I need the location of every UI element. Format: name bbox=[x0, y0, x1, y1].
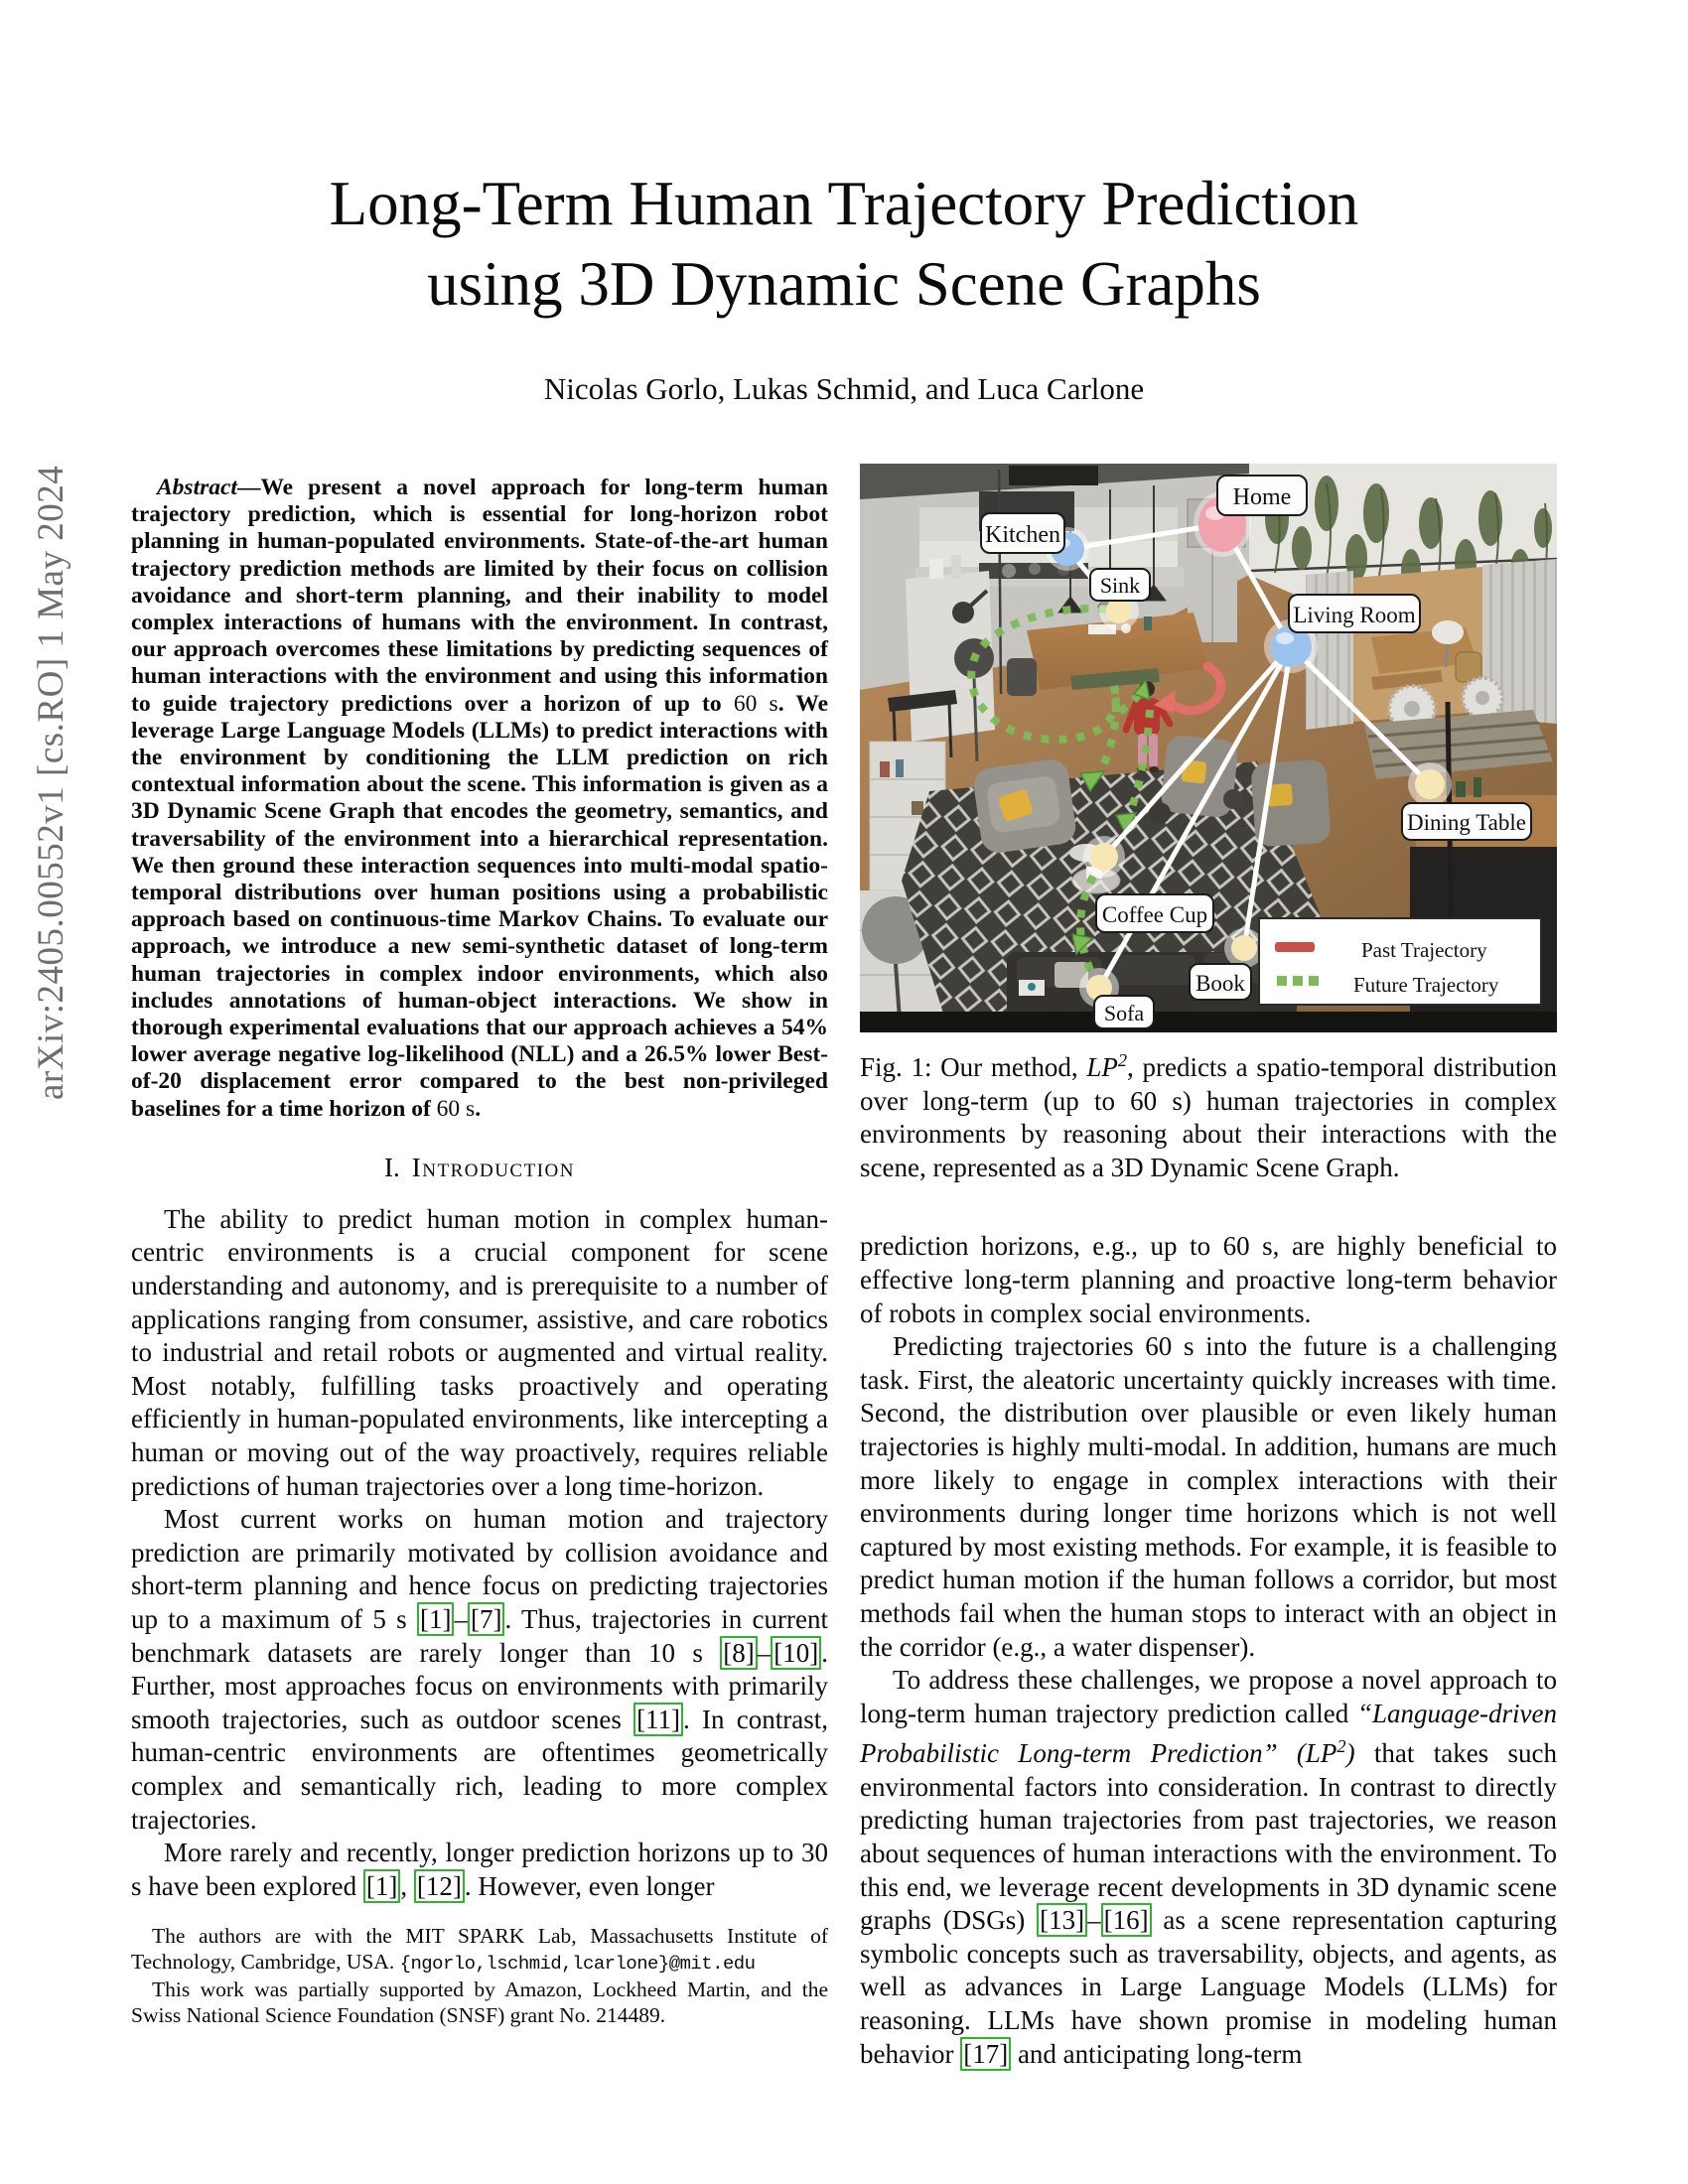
text-segment: as a scene representation capturing symbolic concepts such as traversability, objects, and agents, as well as advances in Large Language Models (LLMs) for reasoning. LLMs have shown promise in modeling human behavior bbox=[860, 1905, 1557, 2069]
text-segment: Fig. 1: Our method, bbox=[860, 1052, 1087, 1082]
text-segment bbox=[1278, 1738, 1297, 1768]
intro-paragraph-6 bbox=[860, 1664, 1557, 2071]
abstract-paragraph bbox=[131, 475, 828, 1123]
text-segment: – bbox=[1087, 1905, 1101, 1936]
svg-text:Living Room: Living Room bbox=[1293, 603, 1416, 627]
text-segment: The authors are with the MIT SPARK Lab, Massachusetts Institute of Technology, Cambridge, USA. bbox=[131, 1924, 828, 1975]
legend-future-swatch bbox=[1293, 976, 1303, 986]
text-segment: To address these challenges, we propose a novel approach to long-term human trajectory prediction called bbox=[860, 1665, 1557, 1728]
text-segment: Most current works on human motion and trajectory prediction are primarily motivated by collision avoidance and short-term planning and hence focus on predicting trajectories up to a maximum of 5 s bbox=[131, 1504, 828, 1634]
label-living-room bbox=[1289, 595, 1420, 632]
intro-paragraph-3 bbox=[131, 1837, 828, 1903]
paper-title-line1: Long-Term Human Trajectory Prediction bbox=[329, 169, 1359, 238]
text-segment: 60 s bbox=[733, 690, 778, 717]
text-segment: . bbox=[475, 1095, 482, 1122]
legend-future-swatch bbox=[1309, 976, 1319, 986]
author-footnote bbox=[131, 1923, 828, 2028]
text-segment: 2 bbox=[1117, 1050, 1128, 1070]
svg-text:Sink: Sink bbox=[1099, 573, 1141, 598]
citation-link[interactable]: [7] bbox=[468, 1602, 504, 1636]
svg-text:Dining Table: Dining Table bbox=[1407, 810, 1526, 835]
svg-text:Kitchen: Kitchen bbox=[985, 522, 1060, 548]
legend-future-swatch bbox=[1277, 976, 1287, 986]
figure-1-caption bbox=[860, 1044, 1557, 1184]
text-segment: and anticipating long-term bbox=[1011, 2038, 1303, 2069]
figure-1-image bbox=[860, 464, 1557, 1032]
left-column bbox=[131, 475, 828, 2028]
legend-past-label: Past Trajectory bbox=[1361, 938, 1487, 962]
authors-line: Nicolas Gorlo, Lukas Schmid, and Luca Carlone bbox=[543, 371, 1145, 406]
text-segment: – bbox=[454, 1604, 468, 1634]
text-segment: {ngorlo,lschmid,lcarlone}@mit.edu bbox=[399, 1953, 756, 1976]
intro-paragraph-2 bbox=[131, 1503, 828, 1837]
figure-bottom-bar bbox=[860, 1012, 1557, 1032]
text-segment: . Thus, trajectories in current benchmark datasets are rarely longer than 10 s bbox=[131, 1604, 828, 1668]
text-segment: More rarely and recently, longer prediction horizons up to 30 s have been explored bbox=[131, 1838, 828, 1901]
text-segment: , predicts a spatio-temporal distribution over long-term (up to 60 s) human trajectories in complex environments by reasoning about their interactions with the scene, represented as a 3D Dynamic Scene Graph. bbox=[860, 1052, 1557, 1182]
citation-link[interactable]: [10] bbox=[771, 1636, 821, 1670]
skylight bbox=[1009, 466, 1098, 485]
footnote-affiliation bbox=[131, 1923, 828, 1977]
text-segment: “Language-driven Probabilistic Long-term Prediction” bbox=[860, 1698, 1557, 1769]
node-coffee-cup bbox=[1083, 836, 1125, 878]
citation-link[interactable]: [8] bbox=[720, 1636, 757, 1670]
label-dining-table bbox=[1402, 803, 1531, 840]
label-book bbox=[1190, 964, 1251, 1000]
section-number: I. bbox=[384, 1152, 400, 1182]
text-segment: . In contrast, human-centric environments are oftentimes geometrically complex and semantically rich, leading to more complex trajectories. bbox=[131, 1704, 828, 1835]
arxiv-watermark: arXiv:2405.00552v1 [cs.RO] 1 May 2024 bbox=[31, 465, 71, 1100]
citation-link[interactable]: [1] bbox=[417, 1602, 454, 1636]
text-segment: 60 s bbox=[436, 1095, 476, 1122]
svg-text:Book: Book bbox=[1196, 971, 1245, 996]
legend-past-swatch bbox=[1275, 942, 1315, 952]
intro-paragraph-5: Predicting trajectories 60 s into the future is a challenging task. First, the aleatoric uncertainty quickly increases with time. Second, the distribution over plausible or even likely human trajectories is highly multi-modal. In addition, humans are much more likely to engage in complex interactions with their environments during longer time horizons which is not well captured by most existing methods. For example, it is feasible to predict human motion if the human follows a corridor, but most methods fail when the human stops to interact with an object in the corridor (e.g., a water dispenser). bbox=[860, 1331, 1557, 1662]
label-sofa bbox=[1094, 996, 1154, 1028]
paper-title-line2: using 3D Dynamic Scene Graphs bbox=[427, 249, 1261, 319]
text-segment: 2 bbox=[1336, 1736, 1346, 1757]
text-segment: ) bbox=[1345, 1738, 1355, 1769]
citation-link[interactable]: [11] bbox=[633, 1703, 683, 1736]
citation-link[interactable]: [13] bbox=[1037, 1903, 1087, 1937]
text-segment: . Further, most approaches focus on environments with primarily smooth trajectories, such as outdoor scenes bbox=[131, 1637, 828, 1734]
svg-text:Sofa: Sofa bbox=[1103, 1001, 1145, 1025]
svg-text:Home: Home bbox=[1232, 484, 1292, 510]
text-segment: Abstract bbox=[157, 475, 237, 500]
citation-link[interactable]: [16] bbox=[1101, 1903, 1152, 1937]
citation-link[interactable]: [12] bbox=[414, 1869, 465, 1903]
text-segment: LP bbox=[1086, 1052, 1118, 1082]
label-home bbox=[1217, 476, 1307, 515]
intro-paragraph-4: prediction horizons, e.g., up to 60 s, are highly beneficial to effective long-term planning and proactive long-term behavior of robots in complex social environments. bbox=[860, 1231, 1557, 1328]
footnote-funding: This work was partially supported by Amazon, Lockheed Martin, and the Swiss National Science Foundation (SNSF) grant No. 214489. bbox=[131, 1978, 828, 2028]
text-segment: (LP bbox=[1296, 1738, 1337, 1769]
text-segment: – bbox=[757, 1637, 772, 1668]
text-segment: —We present a novel approach for long-term human trajectory prediction, which is essential for long-horizon robot planning in human-populated environments. State-of-the-art human trajectory prediction methods are limited by their focus on collision avoidance and short-term planning, and their inability to model complex interactions of humans with the environment. In contrast, our approach overcomes these limitations by predicting sequences of human interactions with the environment and using this information to guide trajectory predictions over a horizon of up to bbox=[131, 475, 828, 717]
section-heading-introduction bbox=[131, 1153, 828, 1183]
intro-paragraph-1: The ability to predict human motion in complex human-centric environments is a crucial component for scene understanding and autonomy, and is prerequisite to a number of applications ranging from consumer, assistive, and care robotics to industrial and retail robots or augmented and virtual reality. Most notably, fulfilling tasks proactively and operating efficiently in human-populated environments, like intercepting a human or moving out of the way proactively, requires reliable predictions of human trajectories over a long time-horizon. bbox=[131, 1203, 828, 1501]
paper-title bbox=[0, 164, 1688, 325]
text-segment: , bbox=[400, 1870, 414, 1901]
svg-text:Coffee Cup: Coffee Cup bbox=[1101, 902, 1208, 927]
section-title: Introduction bbox=[411, 1152, 575, 1182]
citation-link[interactable]: [17] bbox=[960, 2037, 1011, 2071]
node-dining-table bbox=[1408, 762, 1452, 806]
text-segment: that takes such environmental factors into consideration. In contrast to directly predicting human trajectories from past trajectories, we reason about sequences of human interactions with the environment. To this end, we leverage recent developments in 3D dynamic scene graphs (DSGs) bbox=[860, 1738, 1557, 1936]
label-sink bbox=[1090, 569, 1150, 601]
scene-graph-figure bbox=[860, 464, 1557, 1032]
citation-link[interactable]: [1] bbox=[363, 1869, 400, 1903]
legend-future-label: Future Trajectory bbox=[1353, 973, 1499, 997]
label-coffee-cup bbox=[1096, 894, 1213, 932]
label-kitchen bbox=[981, 513, 1064, 553]
text-segment: . However, even longer bbox=[464, 1870, 715, 1901]
right-column bbox=[860, 464, 1557, 2071]
text-segment: . We leverage Large Language Models (LLMs) to predict interactions with the environment by conditioning the LLM prediction on rich contextual information about the scene. This information is given as a 3D Dynamic Scene Graph that encodes the geometry, semantics, and traversability of the environment into a hierarchical representation. We then ground these interaction sequences into multi-modal spatio-temporal distributions over human positions using a probabilistic approach based on continuous-time Markov Chains. To evaluate our approach, we introduce a new semi-synthetic dataset of long-term human trajectories in complex indoor environments, which also includes annotations of human-object interactions. We show in thorough experimental evaluations that our approach achieves a 54% lower average negative log-likelihood (NLL) and a 26.5% lower Best-of-20 displacement error compared to the best non-privileged baselines for a time horizon of bbox=[131, 690, 828, 1122]
figure-legend bbox=[1259, 918, 1541, 1005]
